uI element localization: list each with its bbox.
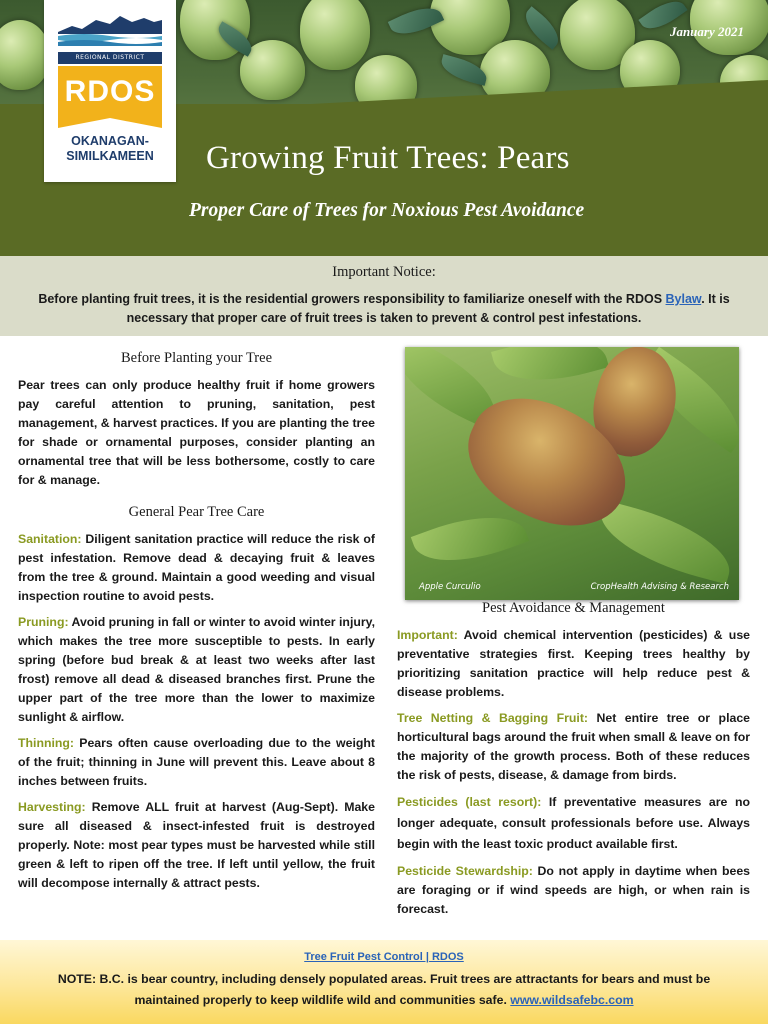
pear-curculio-photo	[405, 347, 739, 600]
photo-caption-left: Apple Curculio	[419, 582, 481, 592]
wildsafebc-link[interactable]: www.wildsafebc.com	[510, 993, 634, 1007]
pest-stewardship-label: Pesticide Stewardship:	[397, 864, 533, 878]
pest-important-text: Avoid chemical intervention (pesticides) & use preventative strategies first. Keeping trees healthy by prioritizing sanitation practice will help reduce pest & disease problems.	[397, 628, 750, 699]
care-sanitation-text: Diligent sanitation practice will reduce the risk of pest infestation. Remove dead & decaying fruit & leaves from the tree & ground. Maintain a good weeding and visual inspection routine to avoid pests.	[18, 532, 375, 603]
footer	[0, 940, 768, 1024]
pest-pesticides-label: Pesticides (last resort):	[397, 795, 542, 809]
logo-name-line1: OKANAGAN-	[71, 134, 149, 148]
before-planting-text: Pear trees can only produce healthy fruit if home growers pay careful attention to pruning, sanitation, pest management, & harvest practices. If you are planting the tree for shade or ornamental purposes, consider planting an ornamental tree that will be less bothersome, costly to care for & manage.	[18, 378, 375, 487]
logo-banner: REGIONAL DISTRICT	[58, 52, 162, 64]
pest-important	[397, 626, 750, 702]
logo-name-line2: SIMILKAMEEN	[66, 149, 154, 163]
care-harvesting	[18, 798, 375, 893]
bear-note-text: NOTE: B.C. is bear country, including densely populated areas. Fruit trees are attractants for bears and must be maintained properly to keep wildlife wild and communities safe.	[57, 972, 711, 1007]
care-pruning-label: Pruning:	[18, 615, 69, 629]
pest-netting	[397, 709, 750, 785]
notice-text-2: . It is necessary that proper care of fruit trees is taken to prevent & control pest infestations.	[126, 292, 730, 325]
important-notice	[0, 256, 768, 336]
general-care-heading: General Pear Tree Care	[128, 504, 265, 520]
rdos-pest-control-link[interactable]: Tree Fruit Pest Control | RDOS	[304, 951, 464, 963]
bylaw-link[interactable]: Bylaw	[665, 292, 702, 306]
pest-stewardship-text: Do not apply in daytime when bees are foraging or if wind speeds are high, or when rain is forecast.	[397, 864, 750, 916]
care-harvesting-label: Harvesting:	[18, 800, 86, 814]
care-sanitation	[18, 530, 375, 606]
care-pruning-text: Avoid pruning in fall or winter to avoid winter injury, which makes the tree more susceptible to pests. In early spring (before bud break & at least two weeks after last frost) remove all dead & diseased branches first. Prune the upper part of the tree more than the lower to maximize sunlight & airflow.	[18, 615, 375, 724]
care-thinning-text: Pears often cause overloading due to the weight of the fruit; thinning in June will prevent this. Leave about 8 inches between fruits.	[18, 736, 375, 788]
care-sanitation-label: Sanitation:	[18, 532, 82, 546]
page-subtitle: Proper Care of Trees for Noxious Pest Avoidance	[189, 200, 585, 221]
logo-acronym: RDOS	[58, 66, 162, 120]
pest-netting-label: Tree Netting & Bagging Fruit:	[397, 711, 589, 725]
right-column	[397, 600, 750, 919]
pest-netting-text: Net entire tree or place horticultural bags around the fruit when small & leave on for the majority of the growth process. Both of these reduces the risk of pests, disease, & damage from birds.	[397, 711, 751, 782]
logo-shield-point	[58, 118, 162, 128]
bear-note	[40, 969, 728, 1011]
notice-title: Important Notice:	[332, 264, 436, 280]
issue-date: January 2021	[669, 24, 744, 39]
mountains-icon	[58, 12, 162, 46]
notice-body	[18, 290, 750, 328]
pest-pesticides-text: If preventative measures are no longer adequate, consult professionals before use. Always begin with the least toxic product available first.	[397, 795, 750, 851]
before-planting-heading: Before Planting your Tree	[120, 350, 273, 366]
left-column	[18, 350, 375, 893]
pest-pesticides	[397, 792, 750, 855]
page-title: Growing Fruit Trees: Pears	[206, 140, 570, 176]
photo-caption-right: CropHealth Advising & Research	[590, 582, 729, 592]
care-thinning-label: Thinning:	[18, 736, 74, 750]
pest-stewardship	[397, 862, 750, 919]
rdos-logo	[44, 0, 176, 182]
pest-important-label: Important:	[397, 628, 458, 642]
notice-text-1: Before planting fruit trees, it is the residential growers responsibility to familiarize oneself with the RDOS	[38, 292, 666, 306]
care-thinning	[18, 734, 375, 791]
care-harvesting-text: Remove ALL fruit at harvest (Aug-Sept). Make sure all diseased & insect-infested fruit is destroyed properly. Note: most pear types must be harvested while still green & left to ripen off the tree. If left until yellow, the fruit will decompose internally & attract pests.	[18, 800, 375, 890]
logo-name	[44, 134, 176, 164]
care-pruning	[18, 613, 375, 727]
pest-avoidance-heading: Pest Avoidance & Management	[482, 600, 665, 616]
